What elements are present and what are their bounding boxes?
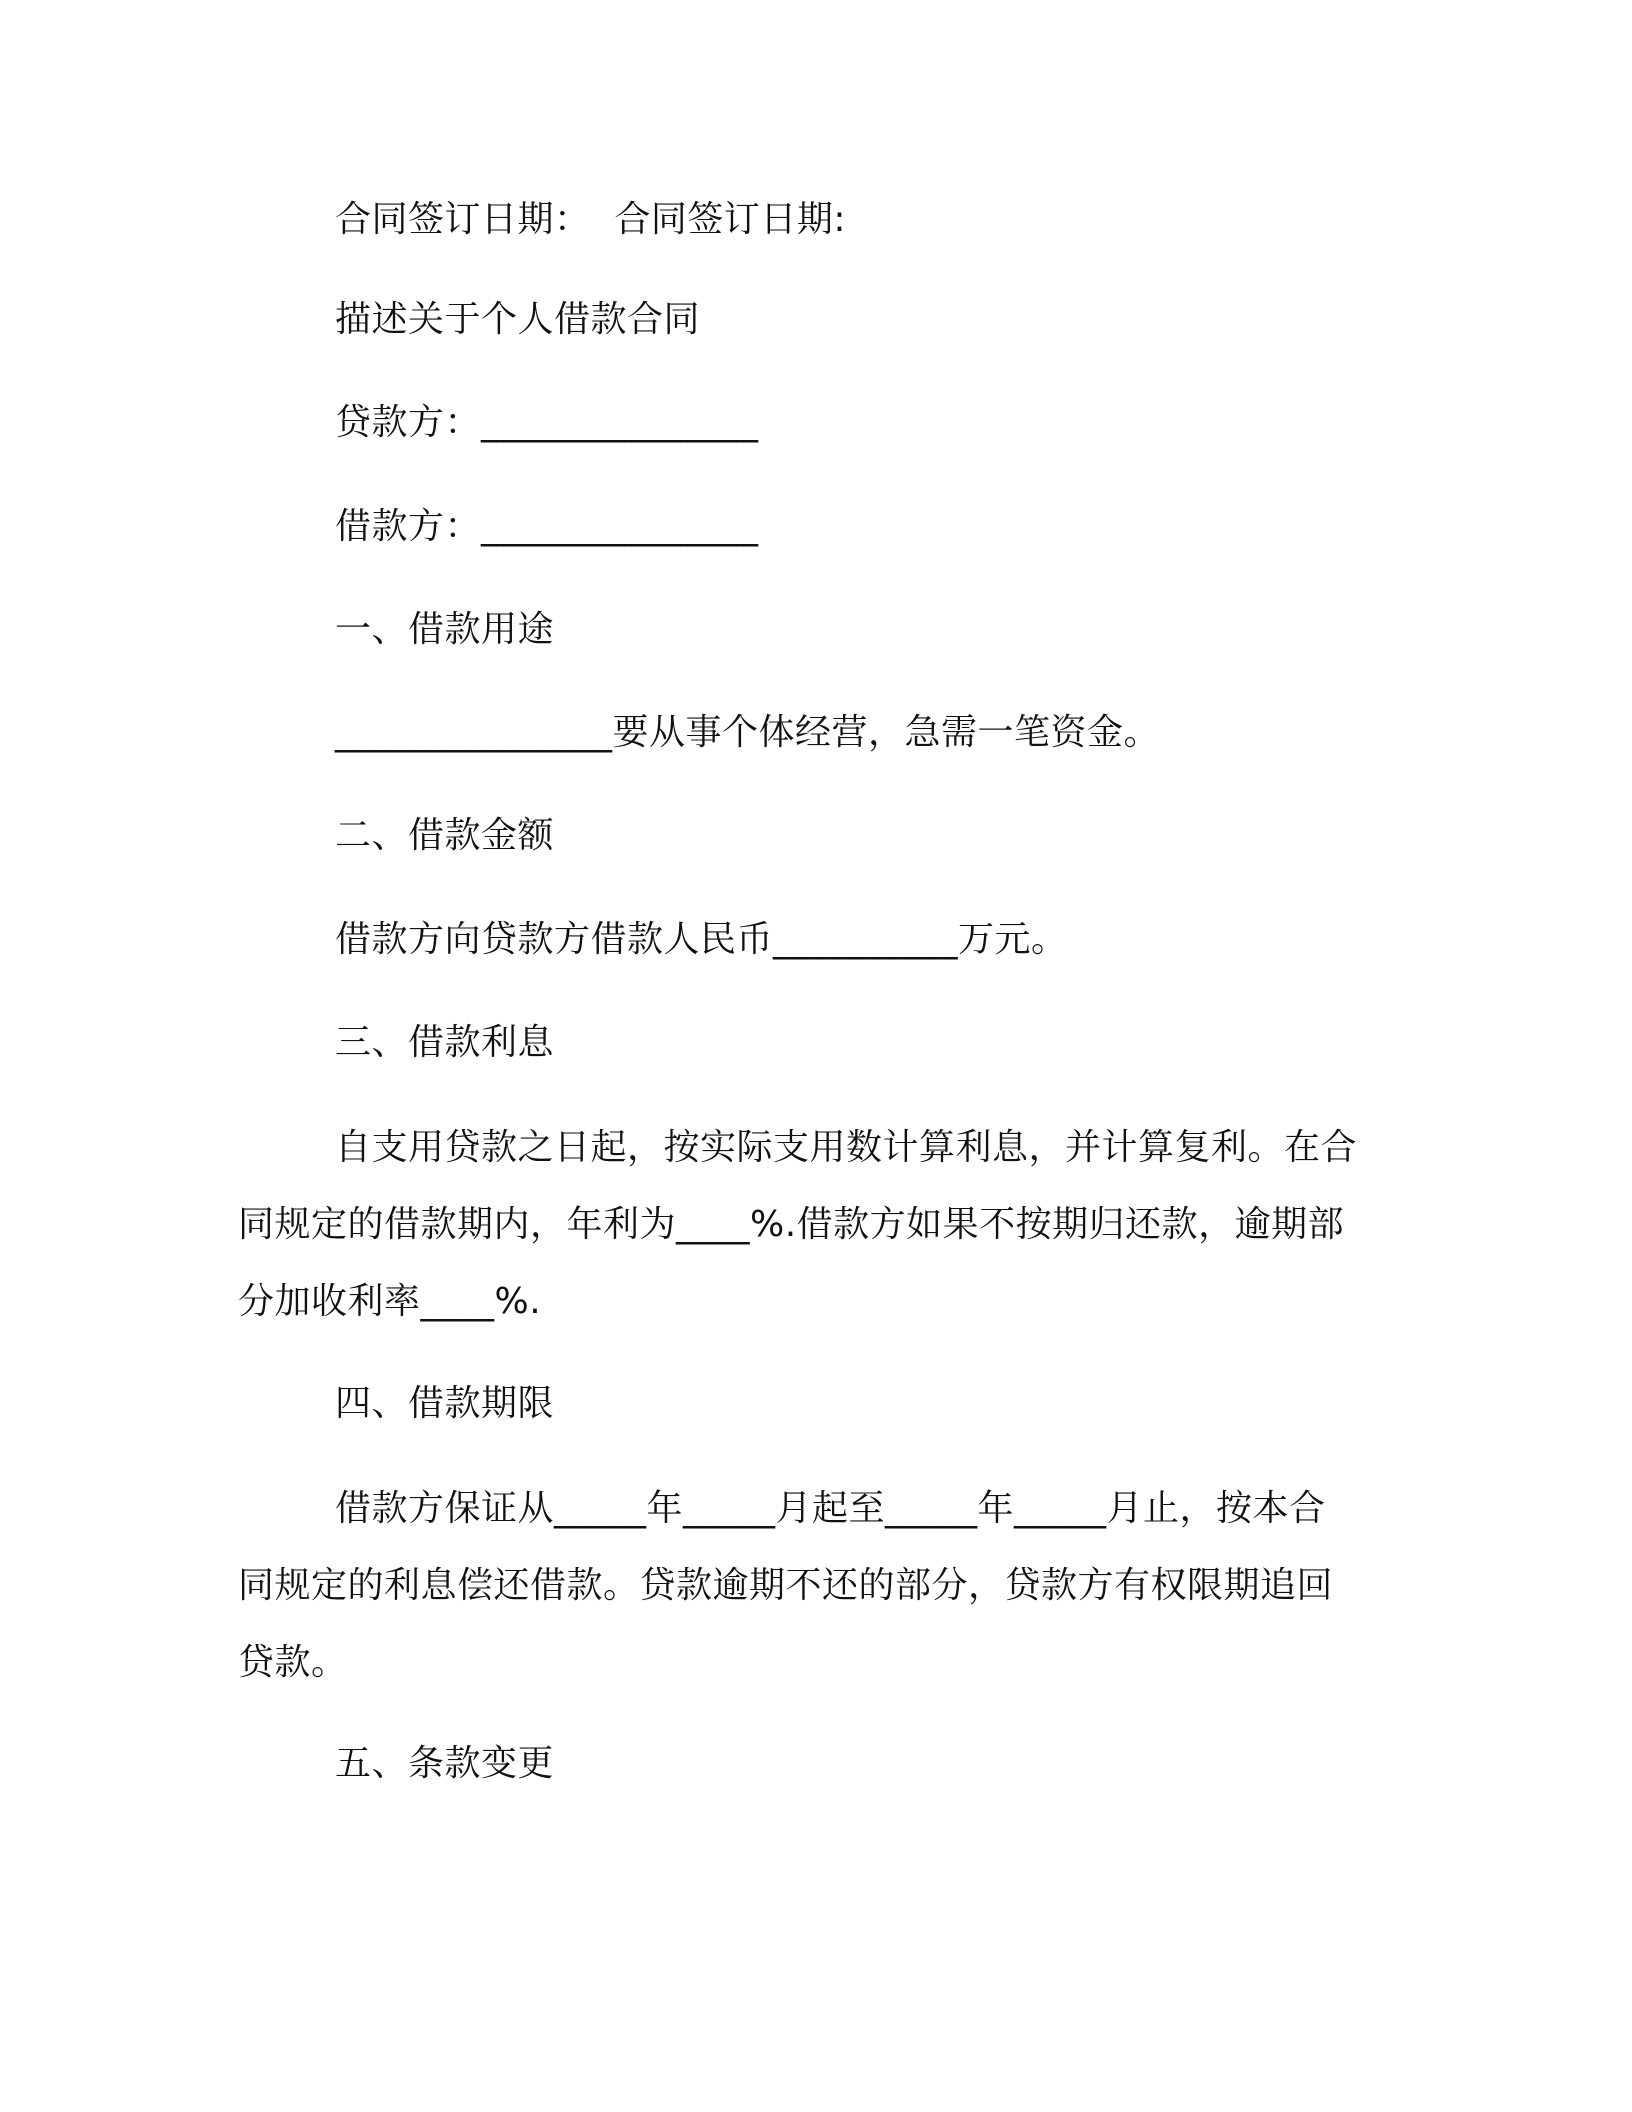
lender-line: 贷款方：_______________	[335, 402, 759, 443]
sign-date-line: 合同签订日期： 合同签订日期:	[335, 199, 847, 240]
section3-heading: 三、借款利息	[335, 1022, 555, 1063]
paragraph-line: 贷款。	[238, 1642, 348, 1683]
section4-heading: 四、借款期限	[335, 1383, 555, 1424]
section1-body: _______________要从事个体经营，急需一笔资金。	[335, 712, 1161, 753]
paragraph-line: 分加收利率____%.	[238, 1281, 542, 1322]
paragraph-line: 同规定的利息偿还借款。贷款逾期不还的部分，贷款方有权限期追回	[238, 1565, 1334, 1606]
section2-heading: 二、借款金额	[335, 815, 555, 856]
document-title: 描述关于个人借款合同	[335, 299, 701, 340]
paragraph-line: 自支用贷款之日起，按实际支用数计算利息，并计算复利。在合	[335, 1127, 1358, 1168]
section5-heading: 五、条款变更	[335, 1743, 555, 1784]
section3-body	[238, 1109, 1398, 1340]
paragraph-line: 借款方保证从_____年_____月起至_____年_____月止，按本合	[335, 1488, 1326, 1529]
borrower-line: 借款方：_______________	[335, 506, 759, 547]
paragraph-line: 同规定的借款期内，年利为____%.借款方如果不按期归还款，逾期部	[238, 1204, 1345, 1245]
section4-body	[238, 1470, 1398, 1701]
section2-body: 借款方向贷款方借款人民币__________万元。	[335, 919, 1068, 960]
section1-heading: 一、借款用途	[335, 609, 555, 650]
